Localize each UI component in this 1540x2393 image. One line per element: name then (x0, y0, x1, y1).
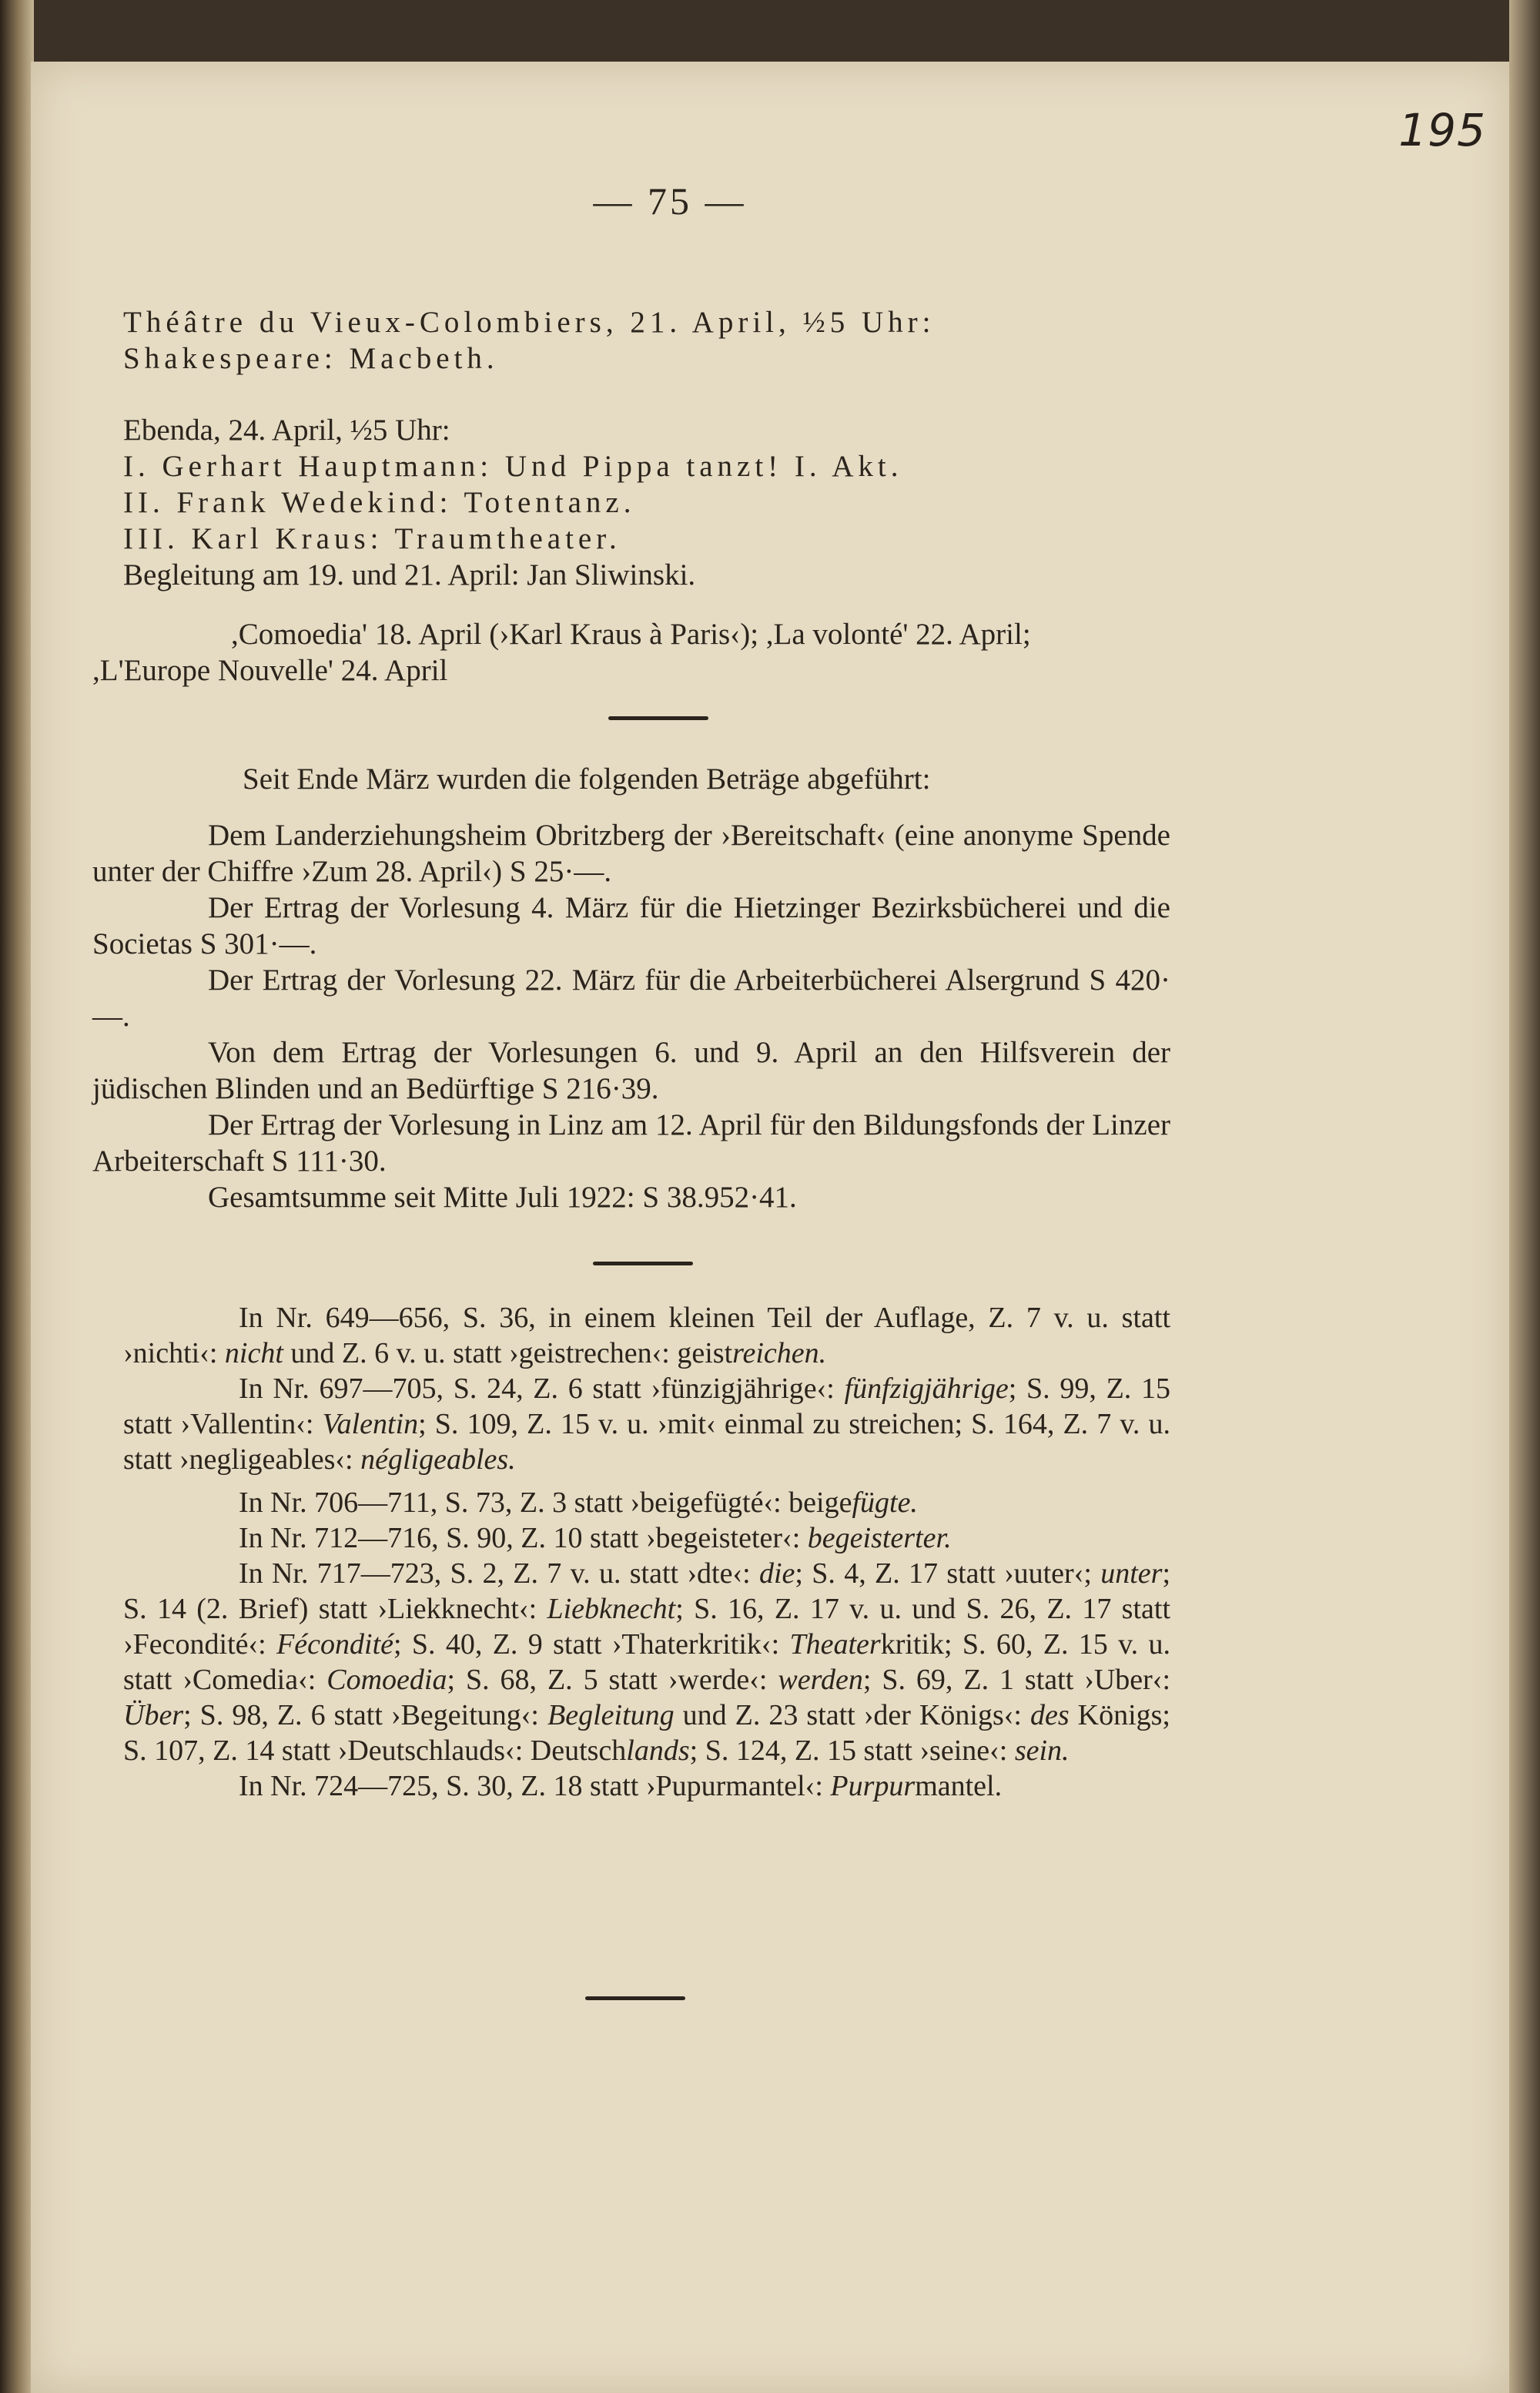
program-line-1: Théâtre du Vieux-Colombiers, 21. April, ½5 Uhr: (123, 306, 936, 339)
program-line-3: Ebenda, 24. April, ½5 Uhr: (123, 414, 450, 447)
program-line-4: I. Gerhart Hauptmann: Und Pippa tanzt! I. Akt. (123, 450, 903, 483)
erratum-2 (123, 1371, 1170, 1477)
erratum-2-correction-c: négligeables. (360, 1443, 516, 1476)
errata-section (123, 1300, 1170, 1804)
donations-section (92, 761, 1170, 1215)
erratum-5 (123, 1556, 1170, 1768)
program-line-2: Shakespeare: Macbeth. (123, 342, 499, 375)
erratum-2-text-b: ; S. 99, Z. 15 statt ›Vallentin‹: (123, 1372, 1170, 1440)
erratum-6 (123, 1768, 1170, 1804)
erratum-4-correction-a: begeisterter. (807, 1522, 952, 1554)
donation-5: Der Ertrag der Vorlesung in Linz am 12. April für den Bildungsfonds der Linzer Arbeiterschaft S 111·30. (92, 1108, 1170, 1178)
erratum-4 (123, 1520, 1170, 1556)
erratum-1-correction-b: reichen. (732, 1337, 827, 1369)
erratum-4-text-a: In Nr. 712—716, S. 90, Z. 10 statt ›begeisteter‹: (239, 1522, 808, 1554)
erratum-5-correction-b: unter (1100, 1557, 1163, 1590)
erratum-5-correction-h: Über (123, 1699, 184, 1731)
erratum-5-text-j: und Z. 23 statt ›der Königs‹: (674, 1699, 1030, 1731)
erratum-2-text-a: In Nr. 697—705, S. 24, Z. 6 statt ›fünzigjährige‹: (239, 1372, 845, 1405)
program-section (123, 304, 1194, 593)
program-line-6: III. Karl Kraus: Traumtheater. (123, 522, 621, 555)
erratum-5-correction-d: Fécondité (276, 1628, 393, 1661)
erratum-5-correction-i: Begleitung (547, 1699, 675, 1731)
donation-1: Dem Landerziehungsheim Obritzberg der ›Bereitschaft‹ (eine anonyme Spende unter der Chiffre ›Zum 28. April‹) S 25·—. (92, 819, 1170, 888)
donation-2: Der Ertrag der Vorlesung 4. März für die Hietzinger Bezirksbücherei und die Societas S 301·—. (92, 891, 1170, 960)
erratum-6-correction-a: Purpur (830, 1770, 916, 1802)
erratum-5-text-d: ; S. 16, Z. 17 v. u. und S. 26, Z. 17 statt ›Fecondité‹: (123, 1593, 1170, 1661)
erratum-3-correction-a: fügte. (852, 1486, 918, 1519)
erratum-5-correction-f: Comoedia (326, 1664, 447, 1696)
handwritten-folio-number: 195 (1398, 104, 1486, 156)
erratum-5-correction-k: lands (626, 1734, 690, 1767)
erratum-5-text-c: ; S. 14 (2. Brief) statt ›Liekknecht‹: (123, 1557, 1170, 1625)
donations-intro: Seit Ende März wurden die folgenden Beträge abgeführt: (243, 762, 931, 796)
erratum-1-text-b: und Z. 6 v. u. statt ›geistrechen‹: geist (283, 1337, 733, 1369)
section-divider-1 (608, 716, 708, 720)
page-edge (1509, 0, 1540, 2393)
page-number: — 75 — (593, 179, 747, 223)
erratum-5-correction-l: sein. (1014, 1734, 1070, 1767)
erratum-5-correction-c: Liebknecht (547, 1593, 676, 1625)
press-section (92, 616, 1201, 689)
erratum-5-text-g: ; S. 68, Z. 5 statt ›werde‹: (447, 1664, 778, 1696)
erratum-5-text-f: kritik; S. 60, Z. 15 v. u. statt ›Comedia‹: (123, 1628, 1170, 1696)
erratum-2-text-c: ; S. 109, Z. 15 v. u. ›mit‹ einmal zu streichen; S. 164, Z. 7 v. u. statt ›negligeables‹: (123, 1408, 1171, 1476)
section-divider-3 (585, 1996, 685, 2000)
erratum-5-text-k: Königs; S. 107, Z. 14 statt ›Deutschlauds‹: Deutsch (123, 1699, 1170, 1767)
erratum-1-text-a: In Nr. 649—656, S. 36, in einem kleinen Teil der Auflage, Z. 7 v. u. statt ›nichti‹: (123, 1302, 1170, 1369)
erratum-5-text-b: ; S. 4, Z. 17 statt ›uuter‹; (795, 1557, 1101, 1590)
erratum-3-text-a: In Nr. 706—711, S. 73, Z. 3 statt ›beigefügté‹: beige (239, 1486, 852, 1519)
erratum-5-text-i: ; S. 98, Z. 6 statt ›Begeitung‹: (183, 1699, 548, 1731)
erratum-5-text-a: In Nr. 717—723, S. 2, Z. 7 v. u. statt ›dte‹: (239, 1557, 759, 1590)
donation-3: Der Ertrag der Vorlesung 22. März für die Arbeiterbücherei Alsergrund S 420·—. (92, 964, 1170, 1033)
erratum-5-correction-e: Theater (789, 1628, 881, 1661)
erratum-6-text-a: In Nr. 724—725, S. 30, Z. 18 statt ›Pupurmantel‹: (239, 1770, 831, 1802)
erratum-6-text-b: mantel. (915, 1770, 1003, 1802)
press-line-1: ,Comoedia' 18. April (›Karl Kraus à Paris‹); ,La volonté' 22. April; (231, 618, 1031, 651)
donation-4: Von dem Ertrag der Vorlesungen 6. und 9. April an den Hilfsverein der jüdischen Blinden und an Bedürftige S 216·39. (92, 1036, 1170, 1105)
erratum-5-correction-g: werden (778, 1664, 863, 1696)
erratum-1 (123, 1300, 1170, 1371)
erratum-5-text-l: ; S. 124, Z. 15 statt ›seine‹: (689, 1734, 1015, 1767)
erratum-5-text-h: ; S. 69, Z. 1 statt ›Uber‹: (862, 1664, 1171, 1696)
erratum-2-correction-b: Valentin (322, 1408, 419, 1440)
program-line-7: Begleitung am 19. und 21. April: Jan Sliwinski. (123, 558, 696, 592)
erratum-5-text-e: ; S. 40, Z. 9 statt ›Thaterkritik‹: (393, 1628, 790, 1661)
erratum-5-correction-a: die (758, 1557, 795, 1590)
section-divider-2 (593, 1262, 693, 1265)
book-gutter (0, 0, 34, 2393)
press-line-2: ,L'Europe Nouvelle' 24. April (92, 654, 448, 687)
erratum-2-correction-a: fünfzigjährige (844, 1372, 1009, 1405)
program-line-5: II. Frank Wedekind: Totentanz. (123, 486, 636, 519)
erratum-5-correction-j: des (1029, 1699, 1070, 1731)
erratum-1-correction-a: nicht (224, 1337, 283, 1369)
erratum-3 (123, 1485, 1170, 1520)
donations-total: Gesamtsumme seit Mitte Juli 1922: S 38.952·41. (208, 1181, 797, 1214)
